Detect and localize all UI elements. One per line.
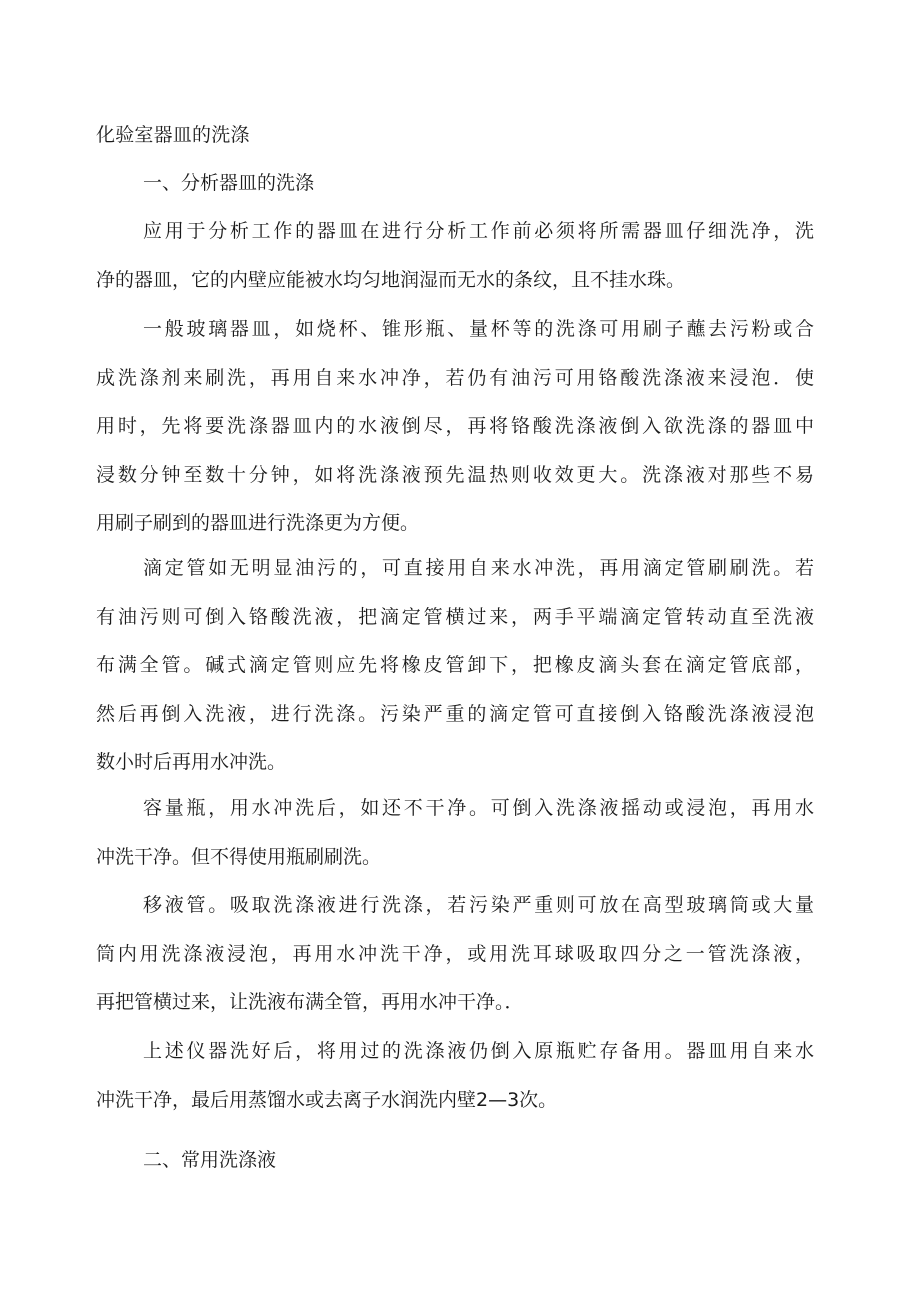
paragraph-line: 有油污则可倒入铬酸洗液，把滴定管横过来，两手平端滴定管转动直至洗液 bbox=[96, 605, 814, 628]
paragraph-6 bbox=[96, 1027, 814, 1124]
paragraph-line: 容量瓶，用水冲洗后，如还不干净。可倒入洗涤液摇动或浸泡，再用水 bbox=[143, 797, 814, 819]
paragraph-5 bbox=[96, 881, 814, 1027]
paragraph-line: 上述仪器洗好后，将用过的洗涤液仍倒入原瓶贮存备用。器皿用自来水 bbox=[143, 1040, 814, 1062]
paragraph-line: 滴定管如无明显油污的，可直接用自来水冲洗，再用滴定管刷刷洗。若 bbox=[143, 557, 814, 579]
paragraph-line: 冲洗干净，最后用蒸馏水或去离子水润洗内壁2—3次。 bbox=[96, 1088, 558, 1111]
paragraph-line: 再把管横过来，让洗液布满全管，再用水冲干净。． bbox=[96, 991, 524, 1014]
paragraph-line: 应用于分析工作的器皿在进行分析工作前必须将所需器皿仔细洗净，洗 bbox=[143, 220, 814, 242]
paragraph-4 bbox=[96, 784, 814, 881]
paragraph-3 bbox=[96, 544, 814, 787]
paragraph-2 bbox=[96, 305, 814, 548]
paragraph-line: 用刷子刷到的器皿进行洗涤更为方便。 bbox=[96, 512, 420, 535]
section-heading-1: 一、分析器皿的洗涤 bbox=[143, 172, 315, 194]
paragraph-line: 布满全管。碱式滴定管则应先将橡皮管卸下，把橡皮滴头套在滴定管底部， bbox=[96, 654, 814, 677]
paragraph-line: 筒内用洗涤液浸泡，再用水冲洗干净，或用洗耳球吸取四分之一管洗涤液， bbox=[96, 942, 814, 965]
paragraph-line: 移液管。吸取洗涤液进行洗涤，若污染严重则可放在高型玻璃筒或大量 bbox=[143, 894, 814, 916]
paragraph-line: 成洗涤剂来刷洗，再用自来水冲净，若仍有油污可用铬酸洗涤液来浸泡．使 bbox=[96, 366, 814, 389]
document-title: 化验室器皿的洗涤 bbox=[96, 124, 250, 146]
paragraph-line: 一般玻璃器皿，如烧杯、锥形瓶、量杯等的洗涤可用刷子蘸去污粉或合 bbox=[143, 318, 814, 340]
paragraph-line: 用时，先将要洗涤器皿内的水液倒尽，再将铬酸洗涤液倒入欲洗涤的器皿中 bbox=[96, 415, 814, 438]
paragraph-line: 数小时后再用水冲洗。 bbox=[96, 751, 287, 774]
paragraph-line: 冲洗干净。但不得使用瓶刷刷洗。 bbox=[96, 845, 382, 868]
paragraph-line: 净的器皿，它的内壁应能被水均匀地润湿而无水的条纹，且不挂水珠。 bbox=[96, 268, 686, 291]
paragraph-line: 然后再倒入洗液，进行洗涤。污染严重的滴定管可直接倒入铬酸洗涤液浸泡 bbox=[96, 702, 814, 725]
paragraph-line: 浸数分钟至数十分钟，如将洗涤液预先温热则收效更大。洗涤液对那些不易 bbox=[96, 463, 814, 486]
section-heading-2: 二、常用洗涤液 bbox=[143, 1149, 277, 1171]
paragraph-1 bbox=[96, 207, 814, 304]
